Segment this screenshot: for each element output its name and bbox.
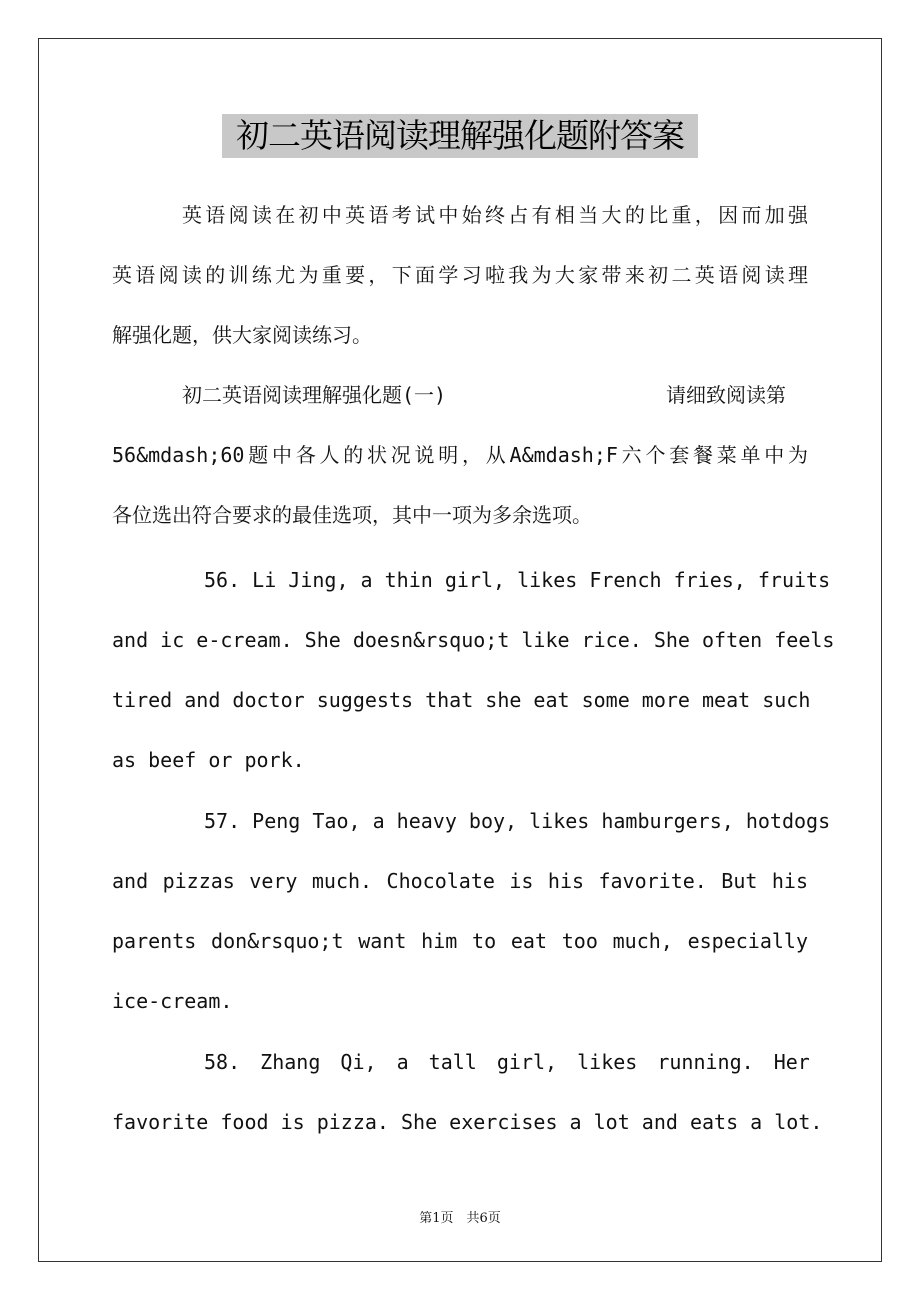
instruction-line: 各位选出符合要求的最佳选项，其中一项为多余选项。 <box>112 503 592 527</box>
question-58-line: 58. Zhang Qi, a tall girl, likes running. Her <box>204 1050 810 1074</box>
intro-line: 解强化题，供大家阅读练习。 <box>112 323 372 347</box>
intro-line: 英语阅读在初中英语考试中始终占有相当大的比重，因而加强 <box>182 203 808 227</box>
page-number: 第1页 共6页 <box>419 1211 501 1226</box>
question-56-line: tired and doctor suggests that she eat some more meat such <box>112 688 811 712</box>
question-58-line: favorite food is pizza. She exercises a lot and eats a lot. <box>112 1110 823 1134</box>
question-57-line: parents don&rsquo;t want him to eat too much, especially <box>112 929 808 953</box>
question-56-line: as beef or pork. <box>112 748 305 772</box>
section-heading: 初二英语阅读理解强化题(一) <box>182 383 447 407</box>
question-56-line: 56. Li Jing, a thin girl, likes French fries, fruits <box>204 568 831 592</box>
question-56-line: and ic e-cream. She doesn&rsquo;t like rice. She often feels <box>112 628 835 652</box>
instruction-line: 请细致阅读第 <box>666 383 786 407</box>
document-title: 初二英语阅读理解强化题附答案 <box>222 114 698 158</box>
question-57-line: 57. Peng Tao, a heavy boy, likes hamburgers, hotdogs <box>204 809 831 833</box>
intro-line: 英语阅读的训练尤为重要，下面学习啦我为大家带来初二英语阅读理 <box>112 263 808 287</box>
question-57-line: and pizzas very much. Chocolate is his favorite. But his <box>112 869 808 893</box>
question-57-line: ice-cream. <box>112 989 233 1013</box>
instruction-line: 56&mdash;60题中各人的状况说明，从A&mdash;F六个套餐菜单中为 <box>112 443 808 467</box>
